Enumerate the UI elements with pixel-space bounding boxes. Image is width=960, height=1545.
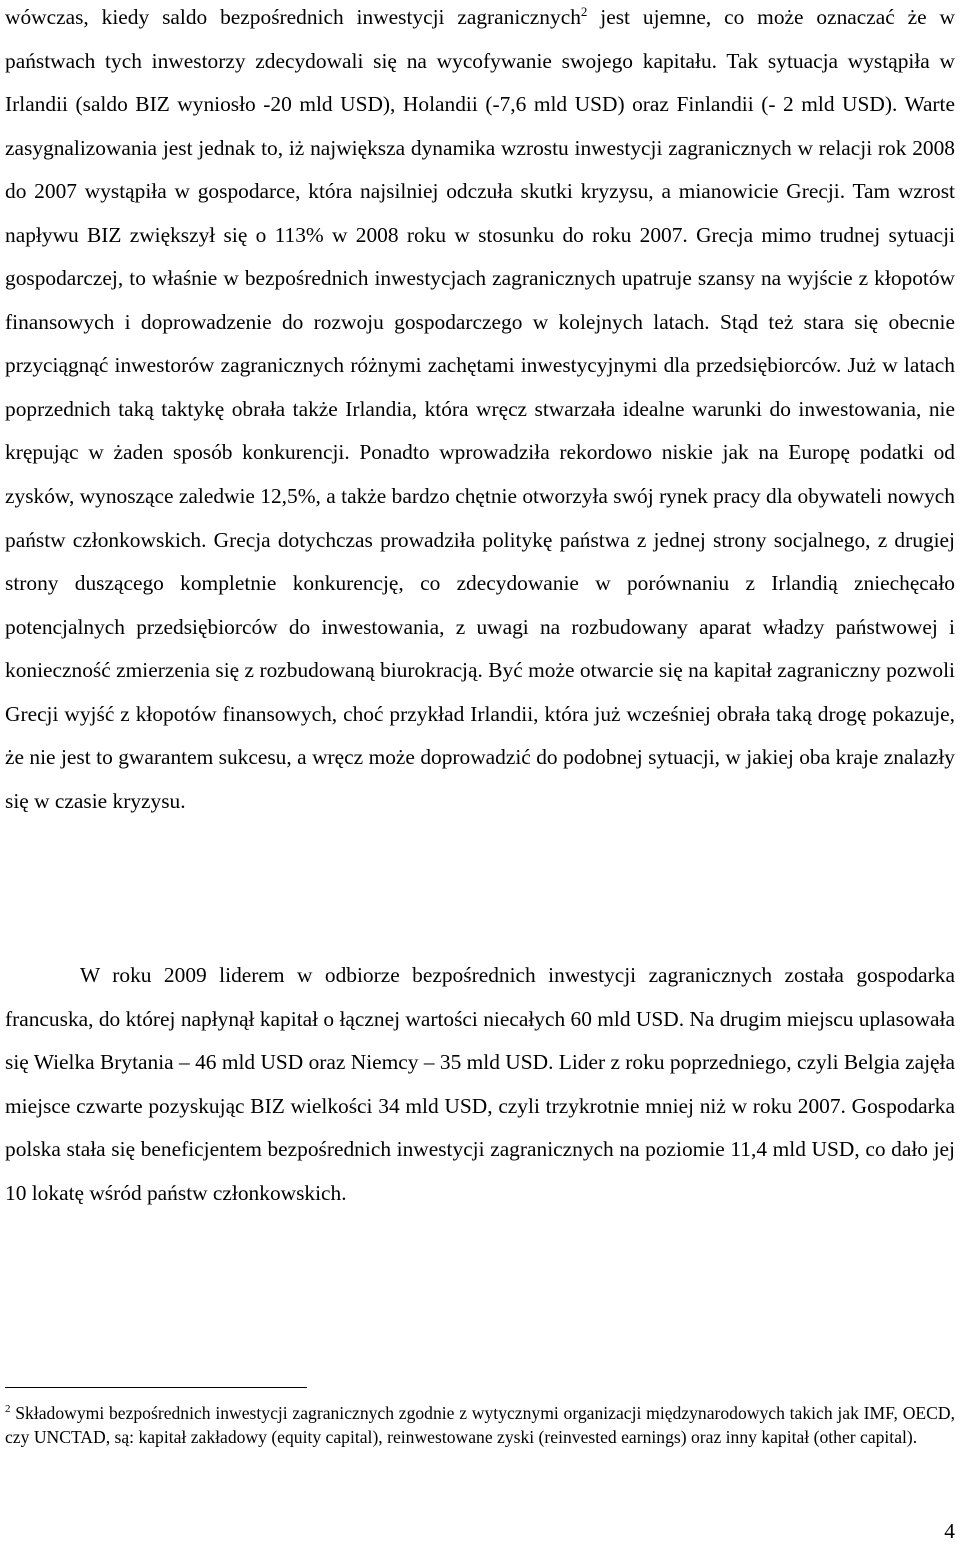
page-number: 4 (944, 1519, 955, 1543)
footnote (5, 1401, 955, 1449)
footnote-text: Składowymi bezpośrednich inwestycji zagranicznych zgodnie z wytycznymi organizacji międzynarodowych takich jak IMF, OECD, czy UNCTAD, są: kapitał zakładowy (equity capital), reinwestowane zyski (reinvested earnings) oraz inny kapitał (other capital). (5, 1403, 955, 1447)
paragraph-1-text-before-ref: wówczas, kiedy saldo bezpośrednich inwestycji zagranicznych (5, 5, 581, 29)
footnote-separator (5, 1387, 307, 1388)
paragraph-1-text-after-ref: jest ujemne, co może oznaczać że w państwach tych inwestorzy zdecydowali się na wycofywanie swojego kapitału. Tak sytuacja wystąpiła w Irlandii (saldo BIZ wyniosło -20 mld USD), Holandii (-7,6 mld USD) oraz Finlandii (- 2 mld USD). Warte zasygnalizowania jest jednak to, iż największa dynamika wzrostu inwestycji zagranicznych w relacji rok 2008 do 2007 wystąpiła w gospodarce, która najsilniej odczuła skutki kryzysu, a mianowicie Grecji. Tam wzrost napływu BIZ zwiększył się o 113% w 2008 roku w stosunku do roku 2007. Grecja mimo trudnej sytuacji gospodarczej, to właśnie w bezpośrednich inwestycjach zagranicznych upatruje szansy na wyjście z kłopotów finansowych i doprowadzenie do rozwoju gospodarczego w kolejnych latach. Stąd też stara się obecnie przyciągnąć inwestorów zagranicznych różnymi zachętami inwestycyjnymi dla przedsiębiorców. Już w latach poprzednich taką taktykę obrała także Irlandia, która wręcz stwarzała idealne warunki do inwestowania, nie krępując w żaden sposób konkurencji. Ponadto wprowadziła rekordowo niskie jak na Europę podatki od zysków, wynoszące zaledwie 12,5%, a także bardzo chętnie otworzyła swój rynek pracy dla obywateli nowych państw członkowskich. Grecja dotychczas prowadziła politykę państwa z jednej strony socjalnego, z drugiej strony duszącego kompletnie konkurencję, co zdecydowanie w porównaniu z Irlandią zniechęcało potencjalnych przedsiębiorców do inwestowania, z uwagi na rozbudowany aparat władzy państwowej i konieczność zmierzenia się z rozbudowaną biurokracją. Być może otwarcie się na kapitał zagraniczny pozwoli Grecji wyjść z kłopotów finansowych, choć przykład Irlandii, która już wcześniej obrała taką drogę pokazuje, że nie jest to gwarantem sukcesu, a wręcz może doprowadzić do podobnej sytuacji, w jakiej oba kraje znalazły się w czasie kryzysu. (5, 5, 955, 813)
body-paragraph-2: W roku 2009 liderem w odbiorze bezpośrednich inwestycji zagranicznych została gospodarka francuska, do której napłynął kapitał o łącznej wartości niecałych 60 mld USD. Na drugim miejscu uplasowała się Wielka Brytania – 46 mld USD oraz Niemcy – 35 mld USD. Lider z roku poprzedniego, czyli Belgia zajęła miejsce czwarte pozyskując BIZ wielkości 34 mld USD, czyli trzykrotnie mniej niż w roku 2007. Gospodarka polska stała się beneficjentem bezpośrednich inwestycji zagranicznych na poziomie 11,4 mld USD, co dało jej 10 lokatę wśród państw członkowskich. (5, 963, 955, 1205)
body-paragraph-1 (5, 0, 955, 823)
document-page (5, 0, 955, 1545)
footnote-number: 2 (5, 1403, 11, 1416)
footnote-reference[interactable]: 2 (580, 3, 588, 19)
